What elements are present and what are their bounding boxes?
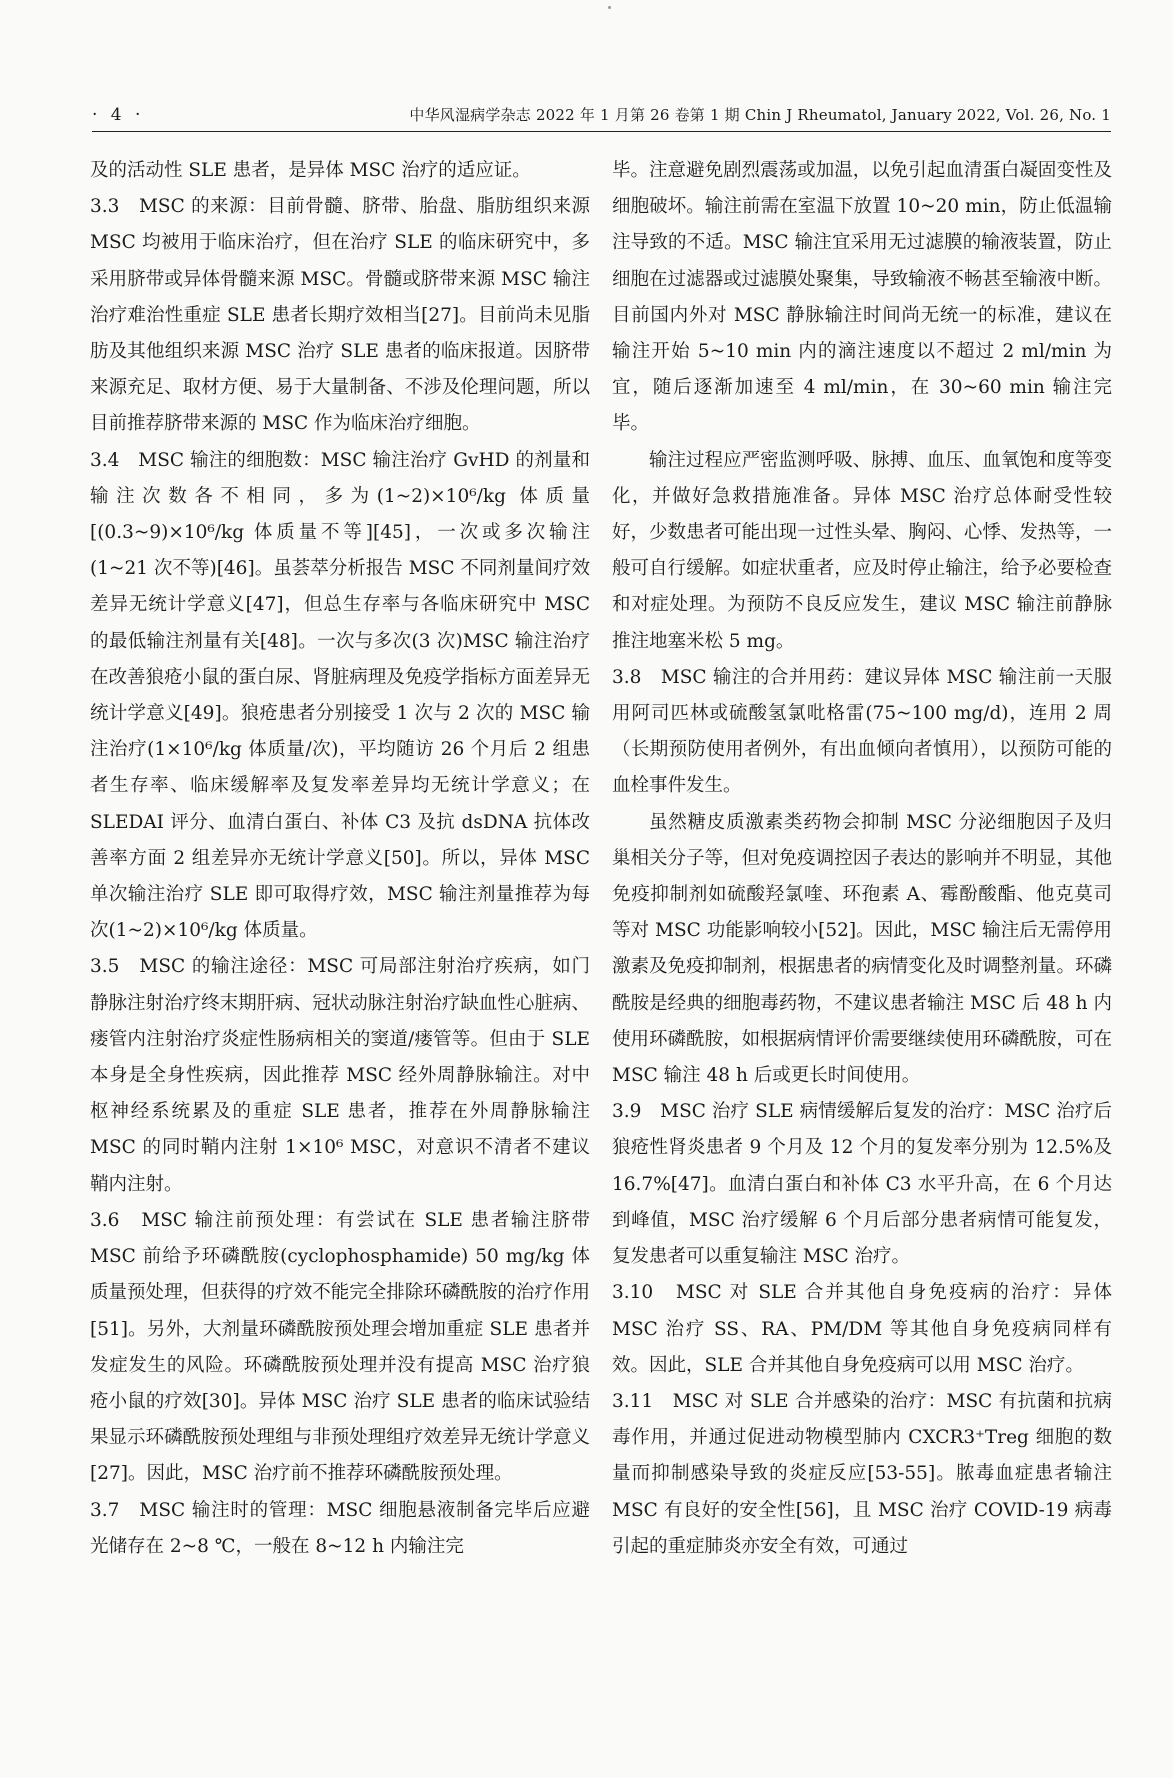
section-3-9: 3.9 MSC 治疗 SLE 病情缓解后复发的治疗：MSC 治疗后狼疮性肾炎患者 9 个月及 12 个月的复发率分别为 12.5%及 16.7%[47]。血清白蛋白和补体 C3 水平升高，在 6 个月达到峰值，MSC 治疗缓解 6 个月后部分患者病情可能复发，复发患者可以重复输注 MSC 治疗。 <box>612 1101 1112 1268</box>
section-3-8: 3.8 MSC 输注的合并用药：建议异体 MSC 输注前一天服用阿司匹林或硫酸氢氯吡格雷(75~100 mg/d)，连用 2 周（长期预防使用者例外，有出血倾向者慎用），以预防可能的血栓事件发生。 <box>612 666 1112 797</box>
page-number: · 4 · <box>92 105 145 125</box>
section-3-4: 3.4 MSC 输注的细胞数：MSC 输注治疗 GvHD 的剂量和输注次数各不相同，多为(1~2)×10⁶/kg 体质量[(0.3~9)×10⁶/kg 体质量不等][45]，一次或多次输注(1~21 次不等)[46]。虽荟萃分析报告 MSC 不同剂量间疗效差异无统计学意义[47]，但总生存率与各临床研究中 MSC 的最低输注剂量有关[48]。一次与多次(3 次)MSC 输注治疗在改善狼疮小鼠的蛋白尿、肾脏病理及免疫学指标方面差异无统计学意义[49]。狼疮患者分别接受 1 次与 2 次的 MSC 输注治疗(1×10⁶/kg 体质量/次)，平均随访 26 个月后 2 组患者生存率、临床缓解率及复发率差异均无统计学意义；在 SLEDAI 评分、血清白蛋白、补体 C3 及抗 dsDNA 抗体改善率方面 2 组差异亦无统计学意义[50]。所以，异体 MSC 单次输注治疗 SLE 即可取得疗效，MSC 输注剂量推荐为每次(1~2)×10⁶/kg 体质量。 <box>90 449 590 942</box>
paragraph: 虽然糖皮质激素类药物会抑制 MSC 分泌细胞因子及归巢相关分子等，但对免疫调控因子表达的影响并不明显，其他免疫抑制剂如硫酸羟氯喹、环孢素 A、霉酚酸酯、他克莫司等对 MSC 功能影响较小[52]。因此，MSC 输注后无需停用激素及免疫抑制剂，根据患者的病情变化及时调整剂量。环磷酰胺是经典的细胞毒药物，不建议患者输注 MSC 后 48 h 内使用环磷酰胺，如根据病情评价需要继续使用环磷酰胺，可在 MSC 输注 48 h 后或更长时间使用。 <box>612 811 1112 1087</box>
left-column <box>90 153 590 1565</box>
section-3-10: 3.10 MSC 对 SLE 合并其他自身免疫病的治疗：异体 MSC 治疗 SS、RA、PM/DM 等其他自身免疫病同样有效。因此，SLE 合并其他自身免疫病可以用 MSC 治疗。 <box>612 1282 1112 1376</box>
paragraph: 输注过程应严密监测呼吸、脉搏、血压、血氧饱和度等变化，并做好急救措施准备。异体 MSC 治疗总体耐受性较好，少数患者可能出现一过性头晕、胸闷、心悸、发热等，一般可自行缓解。如症状重者，应及时停止输注，给予必要检查和对症处理。为预防不良反应发生，建议 MSC 输注前静脉推注地塞米松 5 mg。 <box>612 449 1112 652</box>
running-header <box>92 94 1111 132</box>
section-3-5: 3.5 MSC 的输注途径：MSC 可局部注射治疗疾病，如门静脉注射治疗终末期肝病、冠状动脉注射治疗缺血性心脏病、瘘管内注射治疗炎症性肠病相关的窦道/瘘管等。但由于 SLE 本身是全身性疾病，因此推荐 MSC 经外周静脉输注。对中枢神经系统累及的重症 SLE 患者，推荐在外周静脉输注 MSC 的同时鞘内注射 1×10⁶ MSC，对意识不清者不建议鞘内注射。 <box>90 956 590 1195</box>
right-column <box>612 153 1112 1565</box>
section-3-6: 3.6 MSC 输注前预处理：有尝试在 SLE 患者输注脐带 MSC 前给予环磷酰胺(cyclophosphamide) 50 mg/kg 体质量预处理，但获得的疗效不能完全排除环磷酰胺的治疗作用[51]。另外，大剂量环磷酰胺预处理会增加重症 SLE 患者并发症发生的风险。环磷酰胺预处理并没有提高 MSC 治疗狼疮小鼠的疗效[30]。异体 MSC 治疗 SLE 患者的临床试验结果显示环磷酰胺预处理组与非预处理组疗效差异无统计学意义[27]。因此，MSC 治疗前不推荐环磷酰胺预处理。 <box>90 1209 590 1485</box>
section-3-3: 3.3 MSC 的来源：目前骨髓、脐带、胎盘、脂肪组织来源 MSC 均被用于临床治疗，但在治疗 SLE 的临床研究中，多采用脐带或异体骨髓来源 MSC。骨髓或脐带来源 MSC 输注治疗难治性重症 SLE 患者长期疗效相当[27]。目前尚未见脂肪及其他组织来源 MSC 治疗 SLE 患者的临床报道。因脐带来源充足、取材方便、易于大量制备、不涉及伦理问题，所以目前推荐脐带来源的 MSC 作为临床治疗细胞。 <box>90 196 590 435</box>
journal-citation: 中华风湿病学杂志 2022 年 1 月第 26 卷第 1 期 Chin J Rheumatol, January 2022, Vol. 26, No. 1 <box>409 106 1111 124</box>
paragraph: 及的活动性 SLE 患者，是异体 MSC 治疗的适应证。 <box>90 160 531 181</box>
section-3-7: 3.7 MSC 输注时的管理：MSC 细胞悬液制备完毕后应避光储存在 2~8 ℃，一般在 8~12 h 内输注完 <box>90 1499 590 1557</box>
section-3-11: 3.11 MSC 对 SLE 合并感染的治疗：MSC 有抗菌和抗病毒作用，并通过促进动物模型肺内 CXCR3⁺Treg 细胞的数量而抑制感染导致的炎症反应[53-55]。脓毒血症患者输注 MSC 有良好的安全性[56]，且 MSC 治疗 COVID-19 病毒引起的重症肺炎亦安全有效，可通过 <box>612 1390 1112 1557</box>
paragraph: 毕。注意避免剧烈震荡或加温，以免引起血清蛋白凝固变性及细胞破坏。输注前需在室温下放置 10~20 min，防止低温输注导致的不适。MSC 输注宜采用无过滤膜的输液装置，防止细胞在过滤器或过滤膜处聚集，导致输液不畅甚至输液中断。目前国内外对 MSC 静脉输注时间尚无统一的标准，建议在输注开始 5~10 min 内的滴注速度以不超过 2 ml/min 为宜，随后逐渐加速至 4 ml/min，在 30~60 min 输注完毕。 <box>612 160 1112 435</box>
scan-mark <box>608 6 611 9</box>
